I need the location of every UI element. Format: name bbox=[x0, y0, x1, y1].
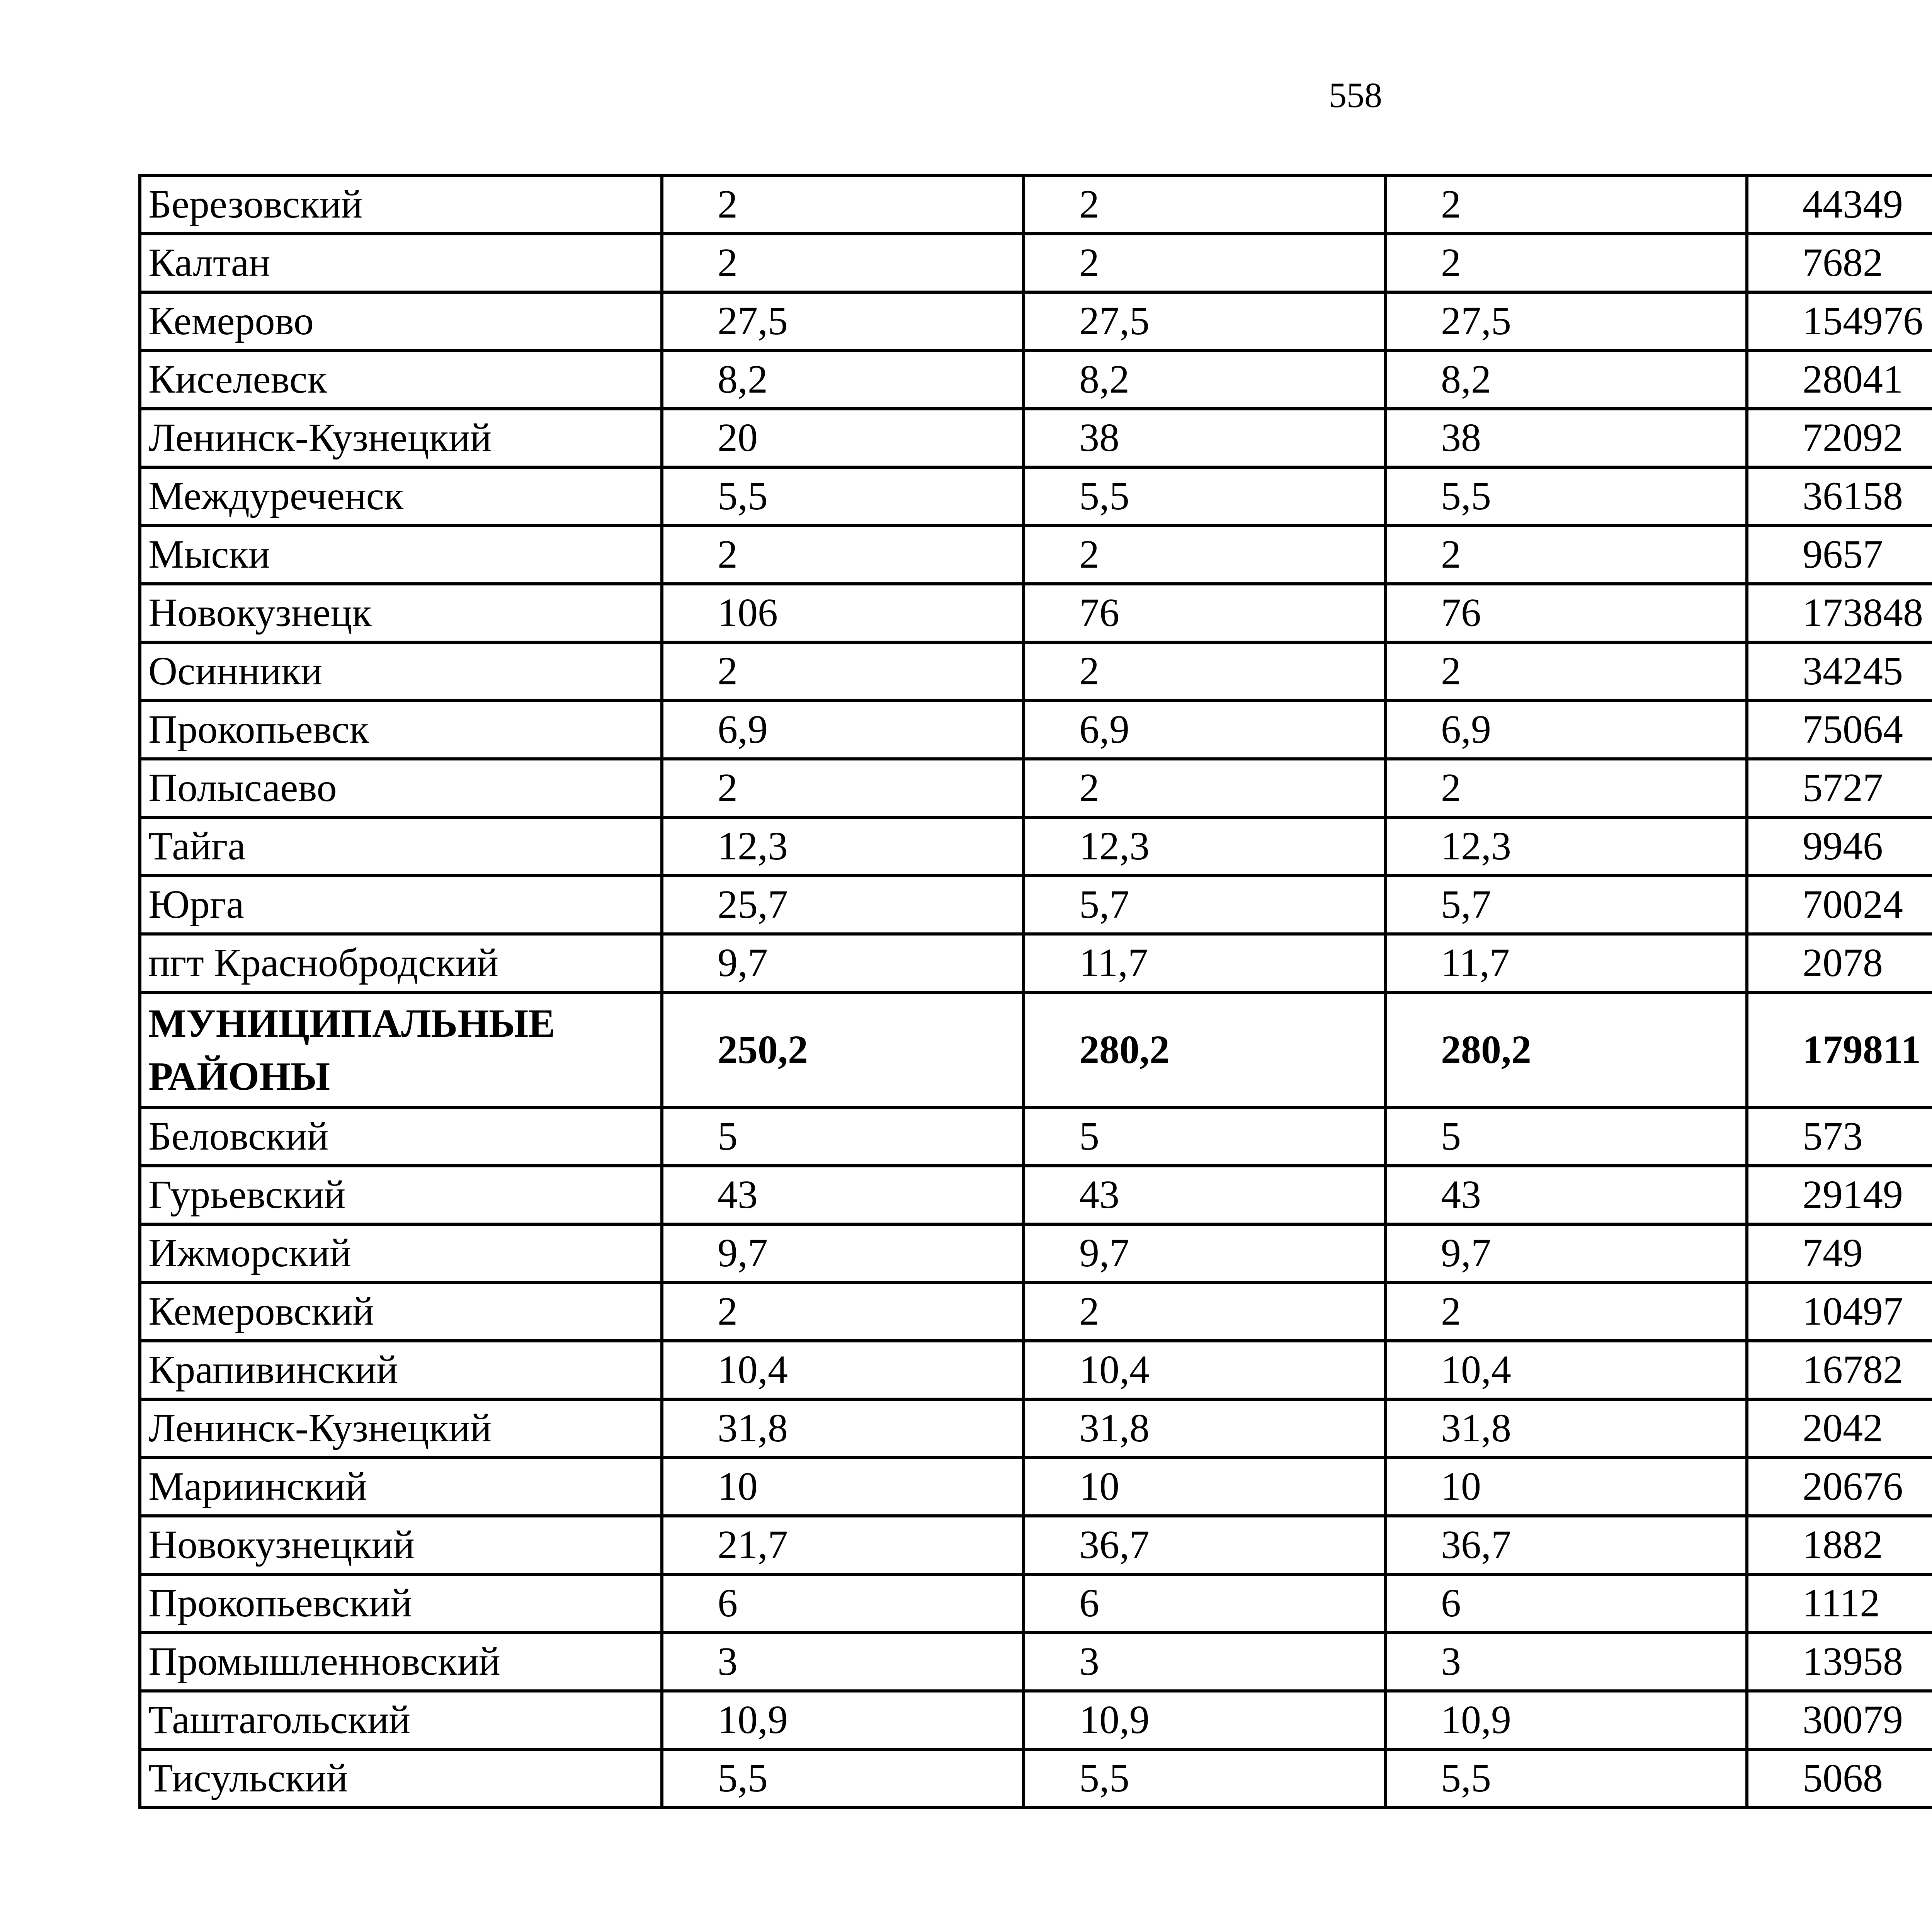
value-cell: 749 bbox=[1747, 1224, 1932, 1283]
table-row bbox=[140, 1341, 1932, 1399]
value-cell: 10,9 bbox=[1024, 1691, 1385, 1749]
value-cell: 76 bbox=[1024, 584, 1385, 642]
table-row bbox=[140, 1516, 1932, 1574]
value-cell: 2 bbox=[662, 234, 1024, 292]
value-cell: 3 bbox=[1385, 1633, 1747, 1691]
row-label-cell: Таштагольский bbox=[140, 1691, 662, 1749]
table-row bbox=[140, 642, 1932, 701]
value-cell: 10,9 bbox=[1385, 1691, 1747, 1749]
value-cell: 2078 bbox=[1747, 934, 1932, 992]
value-cell: 44349 bbox=[1747, 175, 1932, 234]
row-label-cell: Тайга bbox=[140, 817, 662, 876]
row-label-cell: Мариинский bbox=[140, 1458, 662, 1516]
value-cell: 173848 bbox=[1747, 584, 1932, 642]
value-cell: 6 bbox=[662, 1574, 1024, 1633]
page-number: 558 bbox=[1329, 75, 1382, 115]
value-cell: 30079 bbox=[1747, 1691, 1932, 1749]
value-cell: 106 bbox=[662, 584, 1024, 642]
row-label-cell: Крапивинский bbox=[140, 1341, 662, 1399]
value-cell: 3 bbox=[1024, 1633, 1385, 1691]
value-cell: 5068 bbox=[1747, 1749, 1932, 1808]
row-label-cell: Кемеровский bbox=[140, 1283, 662, 1341]
value-cell: 2 bbox=[1024, 234, 1385, 292]
table-row bbox=[140, 1399, 1932, 1458]
value-cell: 5,7 bbox=[1024, 876, 1385, 934]
value-cell: 280,2 bbox=[1024, 992, 1385, 1107]
value-cell: 76 bbox=[1385, 584, 1747, 642]
value-cell: 2 bbox=[1385, 1283, 1747, 1341]
value-cell: 12,3 bbox=[662, 817, 1024, 876]
value-cell: 6,9 bbox=[662, 701, 1024, 759]
value-cell: 5 bbox=[1385, 1107, 1747, 1166]
row-label-cell: МУНИЦИПАЛЬНЫЕ РАЙОНЫ bbox=[140, 992, 662, 1107]
value-cell: 31,8 bbox=[1024, 1399, 1385, 1458]
value-cell: 9,7 bbox=[1024, 1224, 1385, 1283]
value-cell: 1112 bbox=[1747, 1574, 1932, 1633]
value-cell: 6 bbox=[1024, 1574, 1385, 1633]
value-cell: 28041 bbox=[1747, 350, 1932, 409]
value-cell: 36,7 bbox=[1024, 1516, 1385, 1574]
value-cell: 10 bbox=[1385, 1458, 1747, 1516]
value-cell: 27,5 bbox=[1024, 292, 1385, 350]
value-cell: 154976 bbox=[1747, 292, 1932, 350]
row-label-cell: Новокузнецкий bbox=[140, 1516, 662, 1574]
table-row bbox=[140, 1458, 1932, 1516]
value-cell: 1882 bbox=[1747, 1516, 1932, 1574]
value-cell: 12,3 bbox=[1385, 817, 1747, 876]
value-cell: 2 bbox=[662, 759, 1024, 817]
value-cell: 8,2 bbox=[1024, 350, 1385, 409]
table-row bbox=[140, 1633, 1932, 1691]
value-cell: 38 bbox=[1385, 409, 1747, 467]
table-row bbox=[140, 1107, 1932, 1166]
value-cell: 250,2 bbox=[662, 992, 1024, 1107]
value-cell: 2042 bbox=[1747, 1399, 1932, 1458]
value-cell: 43 bbox=[1385, 1166, 1747, 1224]
value-cell: 38 bbox=[1024, 409, 1385, 467]
value-cell: 2 bbox=[1385, 175, 1747, 234]
value-cell: 5,7 bbox=[1385, 876, 1747, 934]
table-row bbox=[140, 1166, 1932, 1224]
row-label-cell: Полысаево bbox=[140, 759, 662, 817]
table-row bbox=[140, 526, 1932, 584]
table-row bbox=[140, 234, 1932, 292]
row-label-cell: Тисульский bbox=[140, 1749, 662, 1808]
value-cell: 25,7 bbox=[662, 876, 1024, 934]
value-cell: 2 bbox=[1385, 234, 1747, 292]
row-label-cell: Киселевск bbox=[140, 350, 662, 409]
row-label-cell: пгт Краснобродский bbox=[140, 934, 662, 992]
table-row bbox=[140, 759, 1932, 817]
value-cell: 8,2 bbox=[662, 350, 1024, 409]
value-cell: 5,5 bbox=[1024, 467, 1385, 526]
value-cell: 5,5 bbox=[1385, 1749, 1747, 1808]
value-cell: 43 bbox=[662, 1166, 1024, 1224]
table-row bbox=[140, 409, 1932, 467]
row-label-cell: Беловский bbox=[140, 1107, 662, 1166]
value-cell: 5 bbox=[662, 1107, 1024, 1166]
value-cell: 2 bbox=[1385, 526, 1747, 584]
value-cell: 2 bbox=[662, 642, 1024, 701]
table-row-section-total bbox=[140, 992, 1932, 1107]
value-cell: 10497 bbox=[1747, 1283, 1932, 1341]
value-cell: 2 bbox=[1385, 642, 1747, 701]
value-cell: 9,7 bbox=[1385, 1224, 1747, 1283]
table-body bbox=[140, 175, 1932, 1808]
row-label-cell: Березовский bbox=[140, 175, 662, 234]
value-cell: 573 bbox=[1747, 1107, 1932, 1166]
value-cell: 75064 bbox=[1747, 701, 1932, 759]
value-cell: 70024 bbox=[1747, 876, 1932, 934]
value-cell: 20676 bbox=[1747, 1458, 1932, 1516]
value-cell: 8,2 bbox=[1385, 350, 1747, 409]
row-label-cell: Прокопьевск bbox=[140, 701, 662, 759]
value-cell: 43 bbox=[1024, 1166, 1385, 1224]
value-cell: 2 bbox=[662, 175, 1024, 234]
value-cell: 3 bbox=[662, 1633, 1024, 1691]
value-cell: 13958 bbox=[1747, 1633, 1932, 1691]
row-label-cell: Калтан bbox=[140, 234, 662, 292]
table-row bbox=[140, 701, 1932, 759]
table-row bbox=[140, 1283, 1932, 1341]
row-label-cell: Мыски bbox=[140, 526, 662, 584]
table-row bbox=[140, 1574, 1932, 1633]
value-cell: 27,5 bbox=[662, 292, 1024, 350]
value-cell: 5727 bbox=[1747, 759, 1932, 817]
value-cell: 179811 bbox=[1747, 992, 1932, 1107]
value-cell: 9946 bbox=[1747, 817, 1932, 876]
row-label-cell: Осинники bbox=[140, 642, 662, 701]
table-row bbox=[140, 1224, 1932, 1283]
table-row bbox=[140, 817, 1932, 876]
value-cell: 16782 bbox=[1747, 1341, 1932, 1399]
table-row bbox=[140, 934, 1932, 992]
value-cell: 6,9 bbox=[1385, 701, 1747, 759]
row-label-cell: Междуреченск bbox=[140, 467, 662, 526]
value-cell: 36,7 bbox=[1385, 1516, 1747, 1574]
value-cell: 5,5 bbox=[662, 1749, 1024, 1808]
value-cell: 21,7 bbox=[662, 1516, 1024, 1574]
value-cell: 2 bbox=[662, 526, 1024, 584]
row-label-cell: Ижморский bbox=[140, 1224, 662, 1283]
value-cell: 2 bbox=[1024, 175, 1385, 234]
value-cell: 2 bbox=[1024, 759, 1385, 817]
value-cell: 10,4 bbox=[1385, 1341, 1747, 1399]
row-label-cell: Гурьевский bbox=[140, 1166, 662, 1224]
value-cell: 5,5 bbox=[662, 467, 1024, 526]
table-row bbox=[140, 584, 1932, 642]
value-cell: 6,9 bbox=[1024, 701, 1385, 759]
table-row bbox=[140, 292, 1932, 350]
value-cell: 10,4 bbox=[1024, 1341, 1385, 1399]
value-cell: 10 bbox=[1024, 1458, 1385, 1516]
row-label-cell: Ленинск-Кузнецкий bbox=[140, 1399, 662, 1458]
value-cell: 11,7 bbox=[1385, 934, 1747, 992]
value-cell: 31,8 bbox=[1385, 1399, 1747, 1458]
table-row bbox=[140, 350, 1932, 409]
value-cell: 31,8 bbox=[662, 1399, 1024, 1458]
row-label-cell: Кемерово bbox=[140, 292, 662, 350]
value-cell: 2 bbox=[1385, 759, 1747, 817]
value-cell: 10,9 bbox=[662, 1691, 1024, 1749]
row-label-cell: Юрга bbox=[140, 876, 662, 934]
value-cell: 11,7 bbox=[1024, 934, 1385, 992]
value-cell: 7682 bbox=[1747, 234, 1932, 292]
value-cell: 280,2 bbox=[1385, 992, 1747, 1107]
table-row bbox=[140, 1691, 1932, 1749]
row-label-cell: Прокопьевский bbox=[140, 1574, 662, 1633]
value-cell: 12,3 bbox=[1024, 817, 1385, 876]
table-row bbox=[140, 876, 1932, 934]
value-cell: 10,4 bbox=[662, 1341, 1024, 1399]
value-cell: 29149 bbox=[1747, 1166, 1932, 1224]
row-label-cell: Новокузнецк bbox=[140, 584, 662, 642]
value-cell: 27,5 bbox=[1385, 292, 1747, 350]
value-cell: 20 bbox=[662, 409, 1024, 467]
value-cell: 2 bbox=[662, 1283, 1024, 1341]
value-cell: 5 bbox=[1024, 1107, 1385, 1166]
value-cell: 2 bbox=[1024, 526, 1385, 584]
value-cell: 34245 bbox=[1747, 642, 1932, 701]
value-cell: 9,7 bbox=[662, 934, 1024, 992]
value-cell: 2 bbox=[1024, 1283, 1385, 1341]
value-cell: 5,5 bbox=[1385, 467, 1747, 526]
value-cell: 9657 bbox=[1747, 526, 1932, 584]
table-row bbox=[140, 467, 1932, 526]
value-cell: 72092 bbox=[1747, 409, 1932, 467]
table-row bbox=[140, 175, 1932, 234]
value-cell: 5,5 bbox=[1024, 1749, 1385, 1808]
table-row bbox=[140, 1749, 1932, 1808]
value-cell: 9,7 bbox=[662, 1224, 1024, 1283]
data-table bbox=[138, 174, 1932, 1809]
value-cell: 10 bbox=[662, 1458, 1024, 1516]
row-label-cell: Ленинск-Кузнецкий bbox=[140, 409, 662, 467]
value-cell: 36158 bbox=[1747, 467, 1932, 526]
value-cell: 2 bbox=[1024, 642, 1385, 701]
value-cell: 6 bbox=[1385, 1574, 1747, 1633]
row-label-cell: Промышленновский bbox=[140, 1633, 662, 1691]
